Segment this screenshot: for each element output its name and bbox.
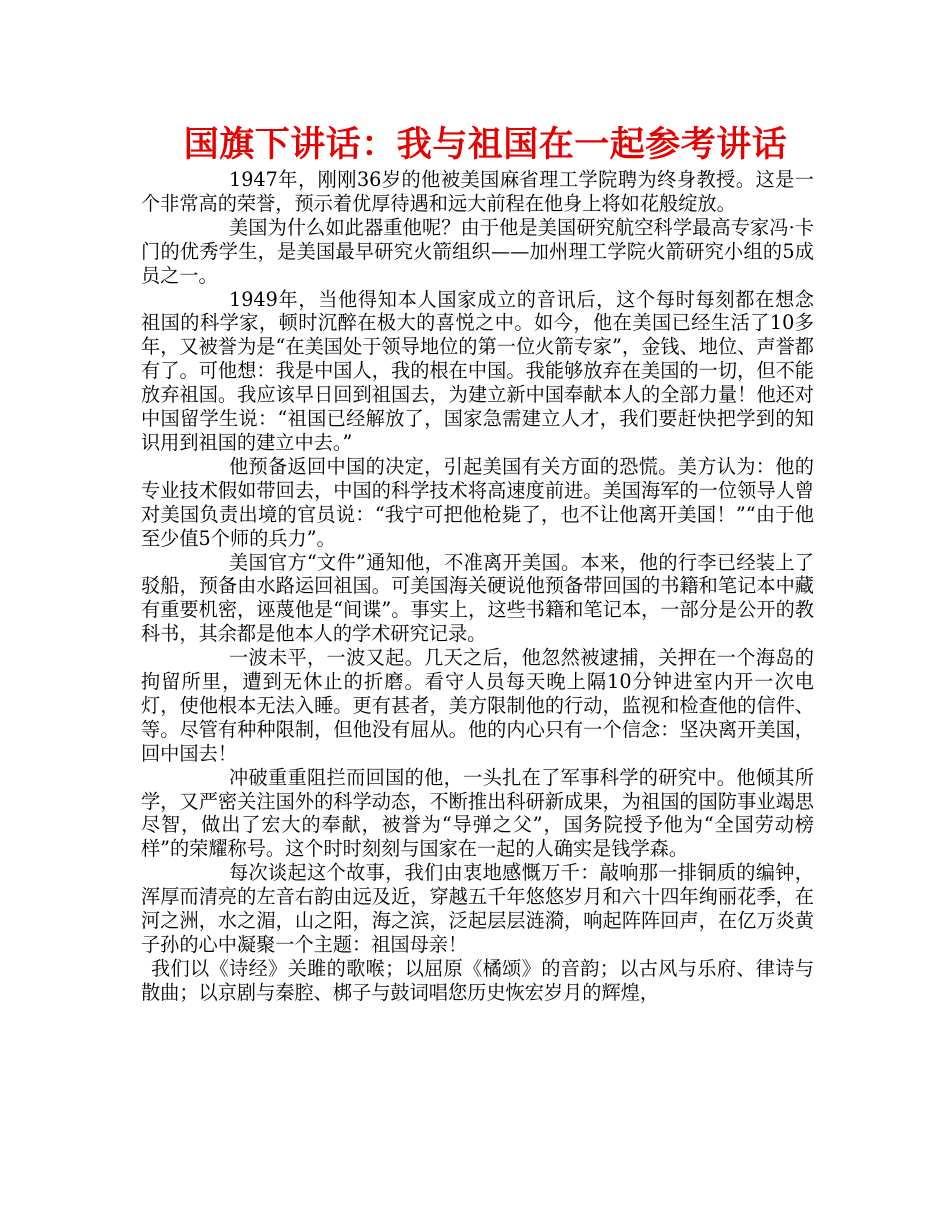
paragraph: 1949年，当他得知本人国家成立的音讯后，这个每时每刻都在想念祖国的科学家，顿时沉醉在极大的喜悦之中。如今，他在美国已经生活了10多年，又被誉为是“在美国处于领导地位的第一位火箭专家”，金钱、地位、声誉都有了。可他想：我是中国人，我的根在中国。我能够放弃在美国的一切，但不能放弃祖国。我应该早日回到祖国去，为建立新中国奉献本人的全部力量！他还对中国留学生说：“祖国已经解放了，国家急需建立人才，我们要赶快把学到的知识用到祖国的建立中去。” (141, 287, 814, 454)
paragraph: 每次谈起这个故事，我们由衷地感慨万千：敲响那一排铜质的编钟，浑厚而清亮的左音右韵由远及近，穿越五千年悠悠岁月和六十四年绚丽花季，在河之洲，水之湄，山之阳，海之滨，泛起层层涟漪，响起阵阵回声，在亿万炎黄子孙的心中凝聚一个主题：祖国母亲！ (141, 861, 814, 956)
document-page (141, 122, 814, 1005)
paragraph: 一波未平，一波又起。几天之后，他忽然被逮捕，关押在一个海岛的拘留所里，遭到无休止的折磨。看守人员每天晚上隔10分钟进室内开一次电灯，使他根本无法入睡。更有甚者，美方限制他的行动，监视和检查他的信件、等。尽管有种种限制，但他没有屈从。他的内心只有一个信念：坚决离开美国，回中国去！ (141, 646, 814, 765)
document-body (141, 168, 814, 1005)
paragraph: 我们以《诗经》关雎的歌喉；以屈原《橘颂》的音韵；以古风与乐府、律诗与散曲；以京剧与秦腔、梆子与鼓词唱您历史恢宏岁月的辉煌， (141, 956, 814, 1004)
document-title: 国旗下讲话：我与祖国在一起参考讲话 (183, 125, 788, 165)
paragraph: 他预备返回中国的决定，引起美国有关方面的恐慌。美方认为：他的专业技术假如带回去，中国的科学技术将高速度前进。美国海军的一位领导人曾对美国负责出境的官员说：“我宁可把他枪毙了，也不让他离开美国！”“由于他至少值5个师的兵力”。 (141, 454, 814, 550)
paragraph: 美国为什么如此器重他呢？由于他是美国研究航空科学最高专家冯·卡门的优秀学生，是美国最早研究火箭组织——加州理工学院火箭研究小组的5成员之一。 (141, 215, 814, 287)
paragraph: 美国官方“文件”通知他，不准离开美国。本来，他的行李已经装上了驳船，预备由水路运回祖国。可美国海关硬说他预备带回国的书籍和笔记本中藏有重要机密，诬蔑他是“间谍”。事实上，这些书籍和笔记本，一部分是公开的教科书，其余都是他本人的学术研究记录。 (141, 550, 814, 646)
paragraph: 1947年，刚刚36岁的他被美国麻省理工学院聘为终身教授。这是一个非常高的荣誉，预示着优厚待遇和远大前程在他身上将如花般绽放。 (141, 168, 814, 215)
paragraph: 冲破重重阻拦而回国的他，一头扎在了军事科学的研究中。他倾其所学，又严密关注国外的科学动态，不断推出科研新成果，为祖国的国防事业竭思尽智，做出了宏大的奉献，被誉为“导弹之父”，国务院授予他为“全国劳动榜样”的荣耀称号。这个时时刻刻与国家在一起的人确实是钱学森。 (141, 765, 814, 861)
